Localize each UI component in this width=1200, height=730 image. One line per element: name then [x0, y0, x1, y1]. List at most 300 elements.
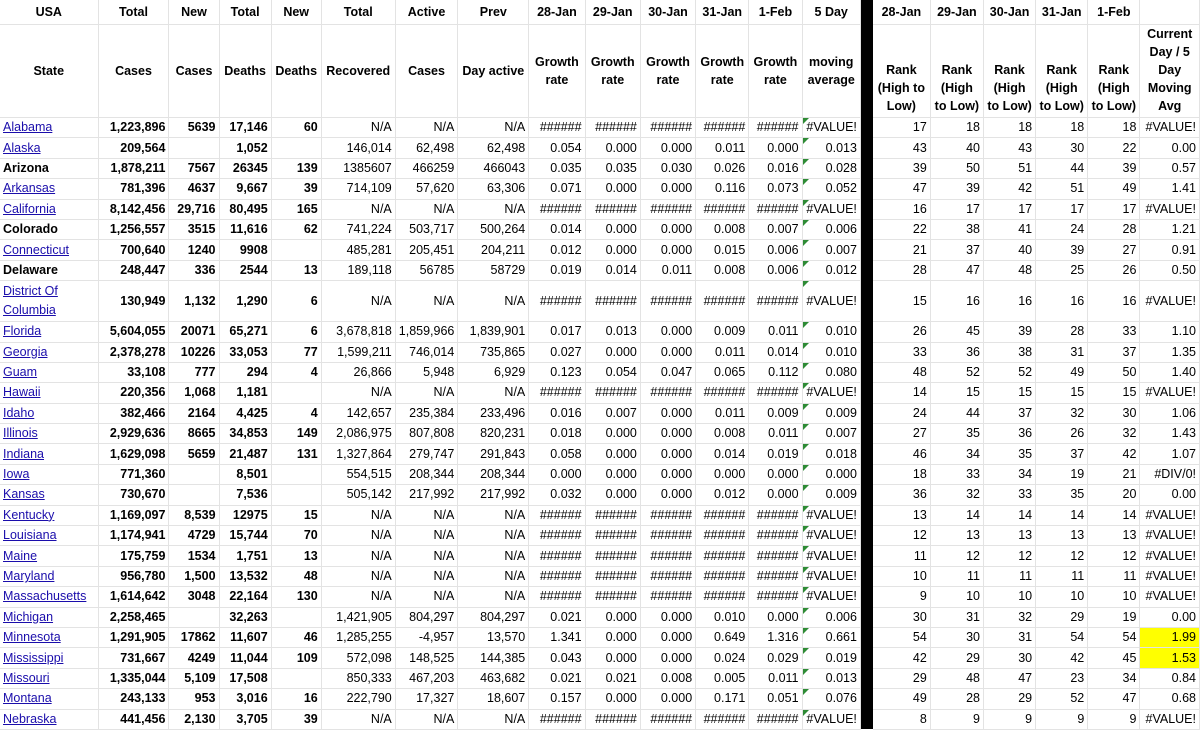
- data-cell[interactable]: 23: [1036, 668, 1088, 688]
- data-cell[interactable]: 0.032: [529, 485, 585, 505]
- data-cell[interactable]: 0.011: [696, 138, 749, 158]
- header-cell[interactable]: Cases: [395, 25, 458, 118]
- data-cell[interactable]: 51: [1036, 179, 1088, 199]
- data-cell[interactable]: 0.000: [585, 179, 640, 199]
- data-cell[interactable]: 0.014: [585, 260, 640, 280]
- data-cell[interactable]: 144,385: [458, 648, 529, 668]
- data-cell[interactable]: 217,992: [395, 485, 458, 505]
- state-cell[interactable]: Idaho: [0, 403, 98, 423]
- data-cell[interactable]: 17: [1036, 199, 1088, 219]
- data-cell[interactable]: [169, 464, 219, 484]
- data-cell[interactable]: ######: [585, 526, 640, 546]
- data-cell[interactable]: ######: [585, 118, 640, 138]
- data-cell[interactable]: 220,356: [98, 383, 169, 403]
- data-cell[interactable]: #VALUE!: [802, 505, 860, 525]
- data-cell[interactable]: ######: [640, 587, 695, 607]
- data-cell[interactable]: 54: [873, 627, 930, 647]
- data-cell[interactable]: 13: [873, 505, 930, 525]
- data-cell[interactable]: 1,132: [169, 281, 219, 322]
- data-cell[interactable]: 0.009: [802, 485, 860, 505]
- data-cell[interactable]: 0.005: [696, 668, 749, 688]
- data-cell[interactable]: 13,532: [219, 566, 271, 586]
- data-cell[interactable]: 14: [873, 383, 930, 403]
- data-cell[interactable]: 37: [983, 403, 1035, 423]
- data-cell[interactable]: 44: [930, 403, 983, 423]
- data-cell[interactable]: 6: [271, 281, 321, 322]
- header-cell[interactable]: 28-Jan: [873, 0, 930, 25]
- data-cell[interactable]: [271, 668, 321, 688]
- data-cell[interactable]: N/A: [458, 281, 529, 322]
- data-cell[interactable]: 503,717: [395, 219, 458, 239]
- data-cell[interactable]: 1,335,044: [98, 668, 169, 688]
- data-cell[interactable]: 39: [1036, 240, 1088, 260]
- data-cell[interactable]: 8,142,456: [98, 199, 169, 219]
- data-cell[interactable]: 0.116: [696, 179, 749, 199]
- data-cell[interactable]: 463,682: [458, 668, 529, 688]
- data-cell[interactable]: 42: [873, 648, 930, 668]
- data-cell[interactable]: 0.000: [802, 464, 860, 484]
- data-cell[interactable]: 58729: [458, 260, 529, 280]
- data-cell[interactable]: 33: [873, 342, 930, 362]
- data-cell[interactable]: 2,929,636: [98, 424, 169, 444]
- data-cell[interactable]: 4,425: [219, 403, 271, 423]
- data-cell[interactable]: #VALUE!: [802, 118, 860, 138]
- data-cell[interactable]: 49: [873, 689, 930, 709]
- data-cell[interactable]: 0.000: [585, 464, 640, 484]
- data-cell[interactable]: 13,570: [458, 627, 529, 647]
- data-cell[interactable]: 0.054: [529, 138, 585, 158]
- data-cell[interactable]: ######: [749, 281, 802, 322]
- state-cell[interactable]: Missouri: [0, 668, 98, 688]
- data-cell[interactable]: 554,515: [321, 464, 395, 484]
- data-cell[interactable]: ######: [749, 587, 802, 607]
- data-cell[interactable]: 0.021: [529, 607, 585, 627]
- data-cell[interactable]: 5659: [169, 444, 219, 464]
- data-cell[interactable]: 26,866: [321, 362, 395, 382]
- data-cell[interactable]: N/A: [395, 709, 458, 729]
- data-cell[interactable]: 8: [873, 709, 930, 729]
- data-cell[interactable]: ######: [749, 383, 802, 403]
- data-cell[interactable]: N/A: [395, 546, 458, 566]
- data-cell[interactable]: 30: [1036, 138, 1088, 158]
- data-cell[interactable]: 2164: [169, 403, 219, 423]
- data-cell[interactable]: 34,853: [219, 424, 271, 444]
- data-cell[interactable]: 18: [930, 118, 983, 138]
- data-cell[interactable]: 0.035: [585, 158, 640, 178]
- data-cell[interactable]: 15,744: [219, 526, 271, 546]
- data-cell[interactable]: 15: [1088, 383, 1140, 403]
- data-cell[interactable]: 1,181: [219, 383, 271, 403]
- data-cell[interactable]: 1,291,905: [98, 627, 169, 647]
- data-cell[interactable]: 21: [1088, 464, 1140, 484]
- header-cell[interactable]: Rank (High to Low): [983, 25, 1035, 118]
- header-cell[interactable]: Cases: [98, 25, 169, 118]
- data-cell[interactable]: 32: [1088, 424, 1140, 444]
- data-cell[interactable]: ######: [529, 587, 585, 607]
- header-cell[interactable]: 29-Jan: [585, 0, 640, 25]
- data-cell[interactable]: 20: [1088, 485, 1140, 505]
- data-cell[interactable]: #VALUE!: [1140, 383, 1200, 403]
- data-cell[interactable]: 9,667: [219, 179, 271, 199]
- data-cell[interactable]: N/A: [321, 587, 395, 607]
- data-cell[interactable]: 746,014: [395, 342, 458, 362]
- data-cell[interactable]: 0.029: [749, 648, 802, 668]
- data-cell[interactable]: ######: [529, 118, 585, 138]
- data-cell[interactable]: 17: [930, 199, 983, 219]
- data-cell[interactable]: 41: [983, 219, 1035, 239]
- data-cell[interactable]: 12: [930, 546, 983, 566]
- data-cell[interactable]: 0.000: [640, 627, 695, 647]
- data-cell[interactable]: 35: [1036, 485, 1088, 505]
- header-cell[interactable]: [1140, 0, 1200, 25]
- data-cell[interactable]: ######: [640, 281, 695, 322]
- data-cell[interactable]: 0.007: [749, 219, 802, 239]
- data-cell[interactable]: 35: [930, 424, 983, 444]
- data-cell[interactable]: 8665: [169, 424, 219, 444]
- header-cell[interactable]: Total: [321, 0, 395, 25]
- data-cell[interactable]: 235,384: [395, 403, 458, 423]
- data-cell[interactable]: 48: [930, 668, 983, 688]
- data-cell[interactable]: 0.054: [585, 362, 640, 382]
- data-cell[interactable]: 26: [1088, 260, 1140, 280]
- state-cell[interactable]: Hawaii: [0, 383, 98, 403]
- header-cell[interactable]: Growth rate: [640, 25, 695, 118]
- data-cell[interactable]: 485,281: [321, 240, 395, 260]
- data-cell[interactable]: 0.84: [1140, 668, 1200, 688]
- data-cell[interactable]: 45: [1088, 648, 1140, 668]
- data-cell[interactable]: 11: [983, 566, 1035, 586]
- data-cell[interactable]: 29: [983, 689, 1035, 709]
- data-cell[interactable]: 10: [930, 587, 983, 607]
- data-cell[interactable]: 142,657: [321, 403, 395, 423]
- data-cell[interactable]: 47: [930, 260, 983, 280]
- data-cell[interactable]: 0.006: [802, 607, 860, 627]
- data-cell[interactable]: N/A: [321, 566, 395, 586]
- data-cell[interactable]: 36: [873, 485, 930, 505]
- data-cell[interactable]: 17862: [169, 627, 219, 647]
- data-cell[interactable]: N/A: [458, 526, 529, 546]
- data-cell[interactable]: #VALUE!: [802, 526, 860, 546]
- header-cell[interactable]: Growth rate: [696, 25, 749, 118]
- data-cell[interactable]: 0.013: [585, 322, 640, 342]
- data-cell[interactable]: 1.43: [1140, 424, 1200, 444]
- data-cell[interactable]: 0.051: [749, 689, 802, 709]
- data-cell[interactable]: 1.99: [1140, 627, 1200, 647]
- data-cell[interactable]: 15: [930, 383, 983, 403]
- data-cell[interactable]: 16: [873, 199, 930, 219]
- data-cell[interactable]: 0.011: [696, 403, 749, 423]
- data-cell[interactable]: 4637: [169, 179, 219, 199]
- data-cell[interactable]: 336: [169, 260, 219, 280]
- data-cell[interactable]: 0.006: [802, 219, 860, 239]
- data-cell[interactable]: 0.91: [1140, 240, 1200, 260]
- data-cell[interactable]: 0.019: [529, 260, 585, 280]
- data-cell[interactable]: 1,839,901: [458, 322, 529, 342]
- data-cell[interactable]: 3515: [169, 219, 219, 239]
- data-cell[interactable]: ######: [696, 383, 749, 403]
- data-cell[interactable]: ######: [640, 118, 695, 138]
- state-cell[interactable]: Florida: [0, 322, 98, 342]
- data-cell[interactable]: 820,231: [458, 424, 529, 444]
- data-cell[interactable]: 0.015: [696, 240, 749, 260]
- data-cell[interactable]: 0.000: [749, 138, 802, 158]
- data-cell[interactable]: 131: [271, 444, 321, 464]
- data-cell[interactable]: 0.000: [640, 648, 695, 668]
- data-cell[interactable]: 0.007: [802, 240, 860, 260]
- data-cell[interactable]: 1,290: [219, 281, 271, 322]
- data-cell[interactable]: 56785: [395, 260, 458, 280]
- data-cell[interactable]: ######: [529, 199, 585, 219]
- data-cell[interactable]: 15: [983, 383, 1035, 403]
- data-cell[interactable]: 16: [271, 689, 321, 709]
- header-cell[interactable]: Cases: [169, 25, 219, 118]
- data-cell[interactable]: 0.000: [640, 464, 695, 484]
- data-cell[interactable]: 26345: [219, 158, 271, 178]
- data-cell[interactable]: 0.043: [529, 648, 585, 668]
- data-cell[interactable]: 0.000: [749, 607, 802, 627]
- data-cell[interactable]: N/A: [395, 383, 458, 403]
- data-cell[interactable]: N/A: [458, 199, 529, 219]
- data-cell[interactable]: N/A: [458, 505, 529, 525]
- header-cell[interactable]: State: [0, 25, 98, 118]
- data-cell[interactable]: 32: [983, 607, 1035, 627]
- header-cell[interactable]: 31-Jan: [696, 0, 749, 25]
- data-cell[interactable]: 0.000: [640, 403, 695, 423]
- header-cell[interactable]: Rank (High to Low): [1088, 25, 1140, 118]
- data-cell[interactable]: 807,808: [395, 424, 458, 444]
- data-cell[interactable]: 54: [1036, 627, 1088, 647]
- data-cell[interactable]: 44: [1036, 158, 1088, 178]
- data-cell[interactable]: 40: [930, 138, 983, 158]
- data-cell[interactable]: #VALUE!: [802, 587, 860, 607]
- data-cell[interactable]: 13: [271, 260, 321, 280]
- data-cell[interactable]: ######: [696, 587, 749, 607]
- data-cell[interactable]: 572,098: [321, 648, 395, 668]
- data-cell[interactable]: 48: [873, 362, 930, 382]
- state-cell[interactable]: Nebraska: [0, 709, 98, 729]
- data-cell[interactable]: 9: [983, 709, 1035, 729]
- state-cell[interactable]: Arizona: [0, 158, 98, 178]
- data-cell[interactable]: 0.012: [529, 240, 585, 260]
- header-cell[interactable]: Rank (High to Low): [930, 25, 983, 118]
- data-cell[interactable]: 1.316: [749, 627, 802, 647]
- data-cell[interactable]: 730,670: [98, 485, 169, 505]
- data-cell[interactable]: 48: [271, 566, 321, 586]
- data-cell[interactable]: 0.000: [585, 219, 640, 239]
- data-cell[interactable]: 32,263: [219, 607, 271, 627]
- data-cell[interactable]: 0.649: [696, 627, 749, 647]
- data-cell[interactable]: 34: [1088, 668, 1140, 688]
- data-cell[interactable]: 57,620: [395, 179, 458, 199]
- data-cell[interactable]: 29: [930, 648, 983, 668]
- data-cell[interactable]: 1.41: [1140, 179, 1200, 199]
- data-cell[interactable]: N/A: [458, 709, 529, 729]
- data-cell[interactable]: 0.000: [749, 464, 802, 484]
- data-cell[interactable]: 0.008: [696, 260, 749, 280]
- data-cell[interactable]: 0.058: [529, 444, 585, 464]
- header-cell[interactable]: 29-Jan: [930, 0, 983, 25]
- data-cell[interactable]: 12: [1036, 546, 1088, 566]
- data-cell[interactable]: 39: [271, 709, 321, 729]
- data-cell[interactable]: 2544: [219, 260, 271, 280]
- data-cell[interactable]: ######: [640, 709, 695, 729]
- data-cell[interactable]: 0.009: [696, 322, 749, 342]
- data-cell[interactable]: 18: [873, 464, 930, 484]
- data-cell[interactable]: 43: [873, 138, 930, 158]
- data-cell[interactable]: 39: [873, 158, 930, 178]
- data-cell[interactable]: 0.006: [749, 260, 802, 280]
- state-cell[interactable]: Delaware: [0, 260, 98, 280]
- data-cell[interactable]: N/A: [321, 118, 395, 138]
- data-cell[interactable]: 34: [930, 444, 983, 464]
- data-cell[interactable]: 0.021: [529, 668, 585, 688]
- data-cell[interactable]: 28: [873, 260, 930, 280]
- data-cell[interactable]: ######: [696, 505, 749, 525]
- data-cell[interactable]: ######: [749, 118, 802, 138]
- header-cell[interactable]: 5 Day: [802, 0, 860, 25]
- data-cell[interactable]: 33,108: [98, 362, 169, 382]
- data-cell[interactable]: 505,142: [321, 485, 395, 505]
- data-cell[interactable]: 42: [1088, 444, 1140, 464]
- data-cell[interactable]: 19: [1088, 607, 1140, 627]
- data-cell[interactable]: N/A: [321, 281, 395, 322]
- data-cell[interactable]: 1,878,211: [98, 158, 169, 178]
- data-cell[interactable]: N/A: [458, 566, 529, 586]
- data-cell[interactable]: 29: [873, 668, 930, 688]
- data-cell[interactable]: ######: [696, 118, 749, 138]
- data-cell[interactable]: 0.019: [749, 444, 802, 464]
- data-cell[interactable]: 39: [930, 179, 983, 199]
- data-cell[interactable]: N/A: [458, 118, 529, 138]
- data-cell[interactable]: 15: [873, 281, 930, 322]
- data-cell[interactable]: 21,487: [219, 444, 271, 464]
- data-cell[interactable]: 9: [1088, 709, 1140, 729]
- data-cell[interactable]: 0.123: [529, 362, 585, 382]
- data-cell[interactable]: 6: [271, 322, 321, 342]
- data-cell[interactable]: 0.000: [696, 464, 749, 484]
- state-cell[interactable]: Connecticut: [0, 240, 98, 260]
- data-cell[interactable]: N/A: [458, 546, 529, 566]
- data-cell[interactable]: 146,014: [321, 138, 395, 158]
- data-cell[interactable]: 0.000: [585, 607, 640, 627]
- data-cell[interactable]: 51: [983, 158, 1035, 178]
- data-cell[interactable]: 189,118: [321, 260, 395, 280]
- data-cell[interactable]: 0.010: [802, 322, 860, 342]
- data-cell[interactable]: 52: [983, 362, 1035, 382]
- data-cell[interactable]: 1,614,642: [98, 587, 169, 607]
- data-cell[interactable]: N/A: [321, 383, 395, 403]
- data-cell[interactable]: 11: [930, 566, 983, 586]
- data-cell[interactable]: ######: [585, 383, 640, 403]
- state-cell[interactable]: Michigan: [0, 607, 98, 627]
- data-cell[interactable]: 21: [873, 240, 930, 260]
- data-cell[interactable]: 1,629,098: [98, 444, 169, 464]
- data-cell[interactable]: 26: [1036, 424, 1088, 444]
- data-cell[interactable]: 5639: [169, 118, 219, 138]
- data-cell[interactable]: 19: [1036, 464, 1088, 484]
- data-cell[interactable]: 12975: [219, 505, 271, 525]
- state-cell[interactable]: Alaska: [0, 138, 98, 158]
- data-cell[interactable]: 0.000: [585, 444, 640, 464]
- data-cell[interactable]: 735,865: [458, 342, 529, 362]
- data-cell[interactable]: ######: [696, 709, 749, 729]
- data-cell[interactable]: 0.000: [640, 424, 695, 444]
- data-cell[interactable]: 466259: [395, 158, 458, 178]
- data-cell[interactable]: 63,306: [458, 179, 529, 199]
- state-cell[interactable]: Kansas: [0, 485, 98, 505]
- data-cell[interactable]: 49: [1088, 179, 1140, 199]
- data-cell[interactable]: 12: [873, 526, 930, 546]
- data-cell[interactable]: 0.661: [802, 627, 860, 647]
- data-cell[interactable]: 0.000: [585, 138, 640, 158]
- data-cell[interactable]: 14: [930, 505, 983, 525]
- data-cell[interactable]: 0.073: [749, 179, 802, 199]
- data-cell[interactable]: 10226: [169, 342, 219, 362]
- data-cell[interactable]: 0.000: [640, 179, 695, 199]
- data-cell[interactable]: 29,716: [169, 199, 219, 219]
- data-cell[interactable]: 22: [873, 219, 930, 239]
- data-cell[interactable]: 466043: [458, 158, 529, 178]
- header-cell[interactable]: Growth rate: [749, 25, 802, 118]
- data-cell[interactable]: 0.071: [529, 179, 585, 199]
- data-cell[interactable]: #VALUE!: [1140, 281, 1200, 322]
- state-cell[interactable]: Maine: [0, 546, 98, 566]
- data-cell[interactable]: 0.011: [749, 668, 802, 688]
- data-cell[interactable]: 1,859,966: [395, 322, 458, 342]
- data-cell[interactable]: 37: [1036, 444, 1088, 464]
- data-cell[interactable]: 33: [930, 464, 983, 484]
- data-cell[interactable]: 15: [1036, 383, 1088, 403]
- data-cell[interactable]: 1.06: [1140, 403, 1200, 423]
- data-cell[interactable]: 50: [930, 158, 983, 178]
- data-cell[interactable]: ######: [585, 546, 640, 566]
- data-cell[interactable]: 1,169,097: [98, 505, 169, 525]
- data-cell[interactable]: 34: [983, 464, 1035, 484]
- data-cell[interactable]: 233,496: [458, 403, 529, 423]
- data-cell[interactable]: 0.000: [529, 464, 585, 484]
- data-cell[interactable]: 0.00: [1140, 485, 1200, 505]
- data-cell[interactable]: [271, 240, 321, 260]
- data-cell[interactable]: 1,500: [169, 566, 219, 586]
- data-cell[interactable]: 0.006: [749, 240, 802, 260]
- data-cell[interactable]: ######: [749, 546, 802, 566]
- header-cell[interactable]: 28-Jan: [529, 0, 585, 25]
- data-cell[interactable]: 18,607: [458, 689, 529, 709]
- data-cell[interactable]: 33: [983, 485, 1035, 505]
- data-cell[interactable]: 77: [271, 342, 321, 362]
- data-cell[interactable]: 130,949: [98, 281, 169, 322]
- data-cell[interactable]: 1,174,941: [98, 526, 169, 546]
- data-cell[interactable]: ######: [585, 587, 640, 607]
- data-cell[interactable]: 0.014: [529, 219, 585, 239]
- state-cell[interactable]: California: [0, 199, 98, 219]
- data-cell[interactable]: 5,604,055: [98, 322, 169, 342]
- data-cell[interactable]: 0.000: [640, 240, 695, 260]
- data-cell[interactable]: 30: [873, 607, 930, 627]
- header-cell[interactable]: New: [271, 0, 321, 25]
- data-cell[interactable]: 11: [1088, 566, 1140, 586]
- data-cell[interactable]: 39: [1088, 158, 1140, 178]
- data-cell[interactable]: 33,053: [219, 342, 271, 362]
- data-cell[interactable]: 0.010: [696, 607, 749, 627]
- data-cell[interactable]: 441,456: [98, 709, 169, 729]
- data-cell[interactable]: 16: [1036, 281, 1088, 322]
- data-cell[interactable]: 62,498: [395, 138, 458, 158]
- data-cell[interactable]: 47: [983, 668, 1035, 688]
- data-cell[interactable]: 0.011: [696, 342, 749, 362]
- data-cell[interactable]: 1.35: [1140, 342, 1200, 362]
- data-cell[interactable]: N/A: [395, 199, 458, 219]
